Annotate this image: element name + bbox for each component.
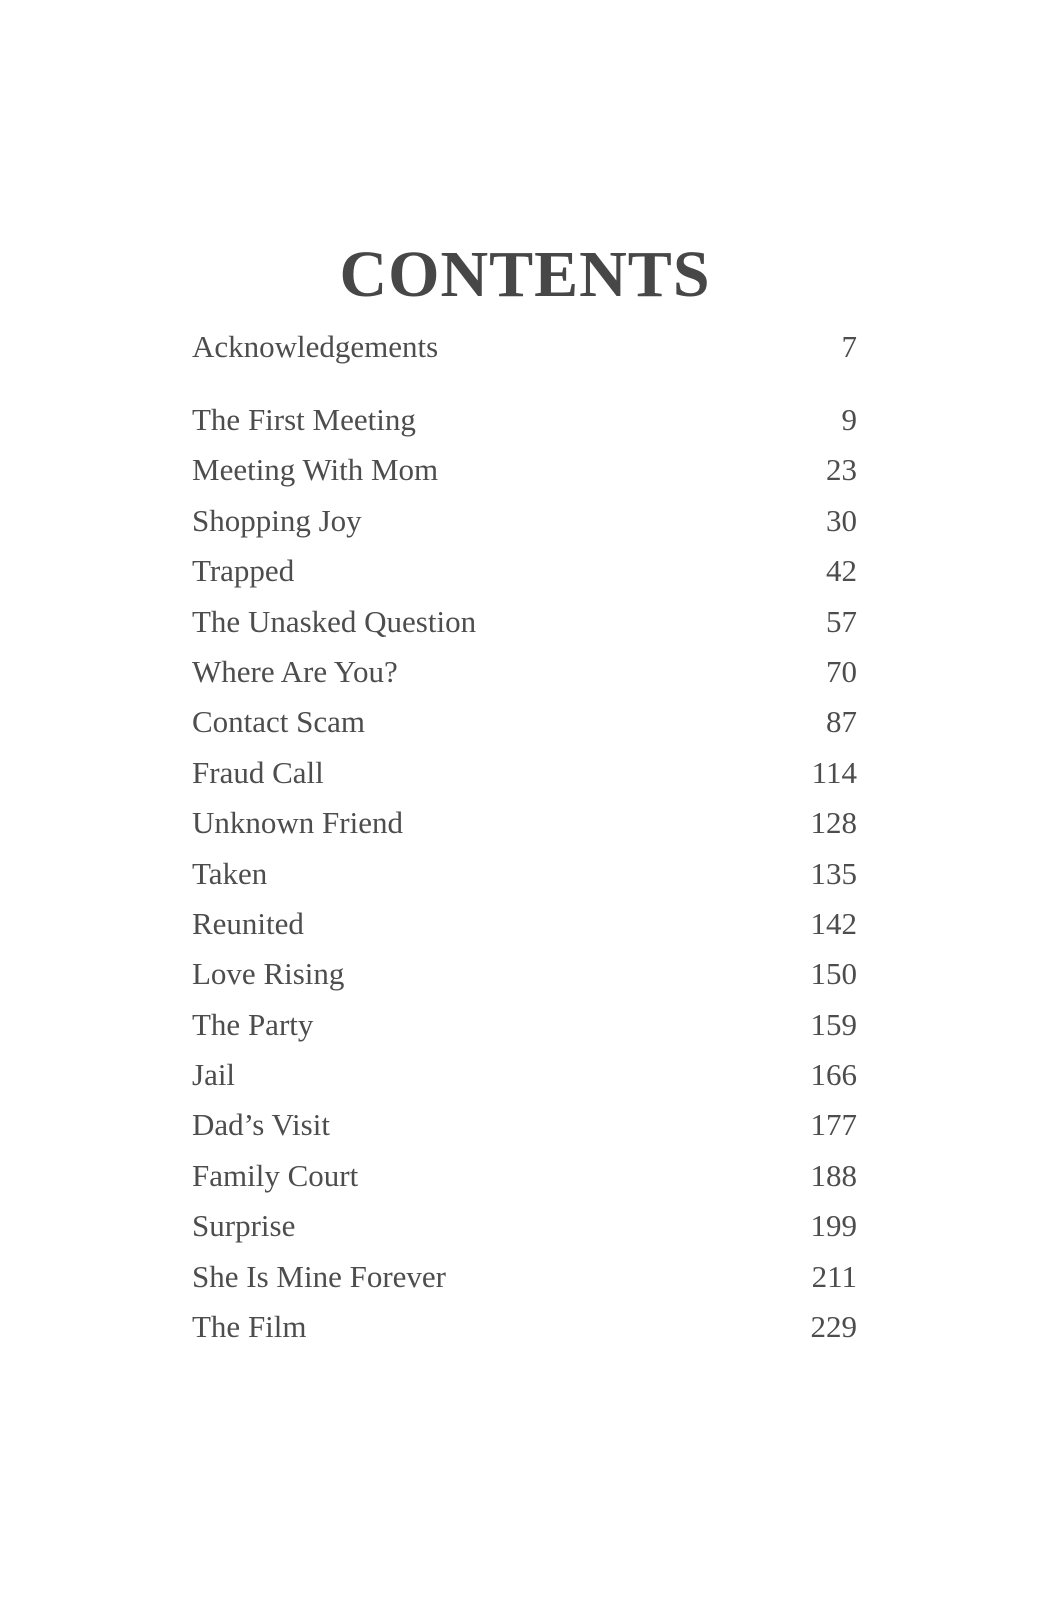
toc-entry-page: 87	[826, 704, 857, 740]
toc-entry	[192, 753, 857, 803]
toc-entry	[192, 904, 857, 954]
toc-entry	[192, 1307, 857, 1357]
toc-entry-label: Fraud Call	[192, 754, 324, 790]
toc-entry-label: Shopping Joy	[192, 502, 362, 538]
toc-entry-page: 135	[810, 855, 857, 891]
toc-entry-page: 229	[810, 1309, 857, 1345]
toc-entry-page: 114	[811, 754, 857, 790]
toc-entry-label: Unknown Friend	[192, 805, 403, 841]
toc-entry	[192, 400, 857, 450]
toc-entry	[192, 652, 857, 702]
toc-entry-label: The Party	[192, 1006, 314, 1042]
toc-entry-page: 142	[810, 905, 857, 941]
toc-entry	[192, 1257, 857, 1307]
toc-entry	[192, 1206, 857, 1256]
toc-entry	[192, 551, 857, 601]
toc-entry-label: The Film	[192, 1309, 307, 1345]
toc-entry	[192, 602, 857, 652]
toc-entry-page: 23	[826, 452, 857, 488]
toc-entry	[192, 501, 857, 551]
toc-entry-label: Dad’s Visit	[192, 1107, 330, 1143]
toc-entry-page: 9	[841, 402, 857, 437]
toc-entry	[192, 954, 857, 1004]
toc-entry-page: 42	[826, 553, 857, 589]
toc-entry	[192, 702, 857, 752]
toc-entry-page: 166	[810, 1057, 857, 1093]
toc-chapter-list	[192, 400, 857, 1357]
toc-entry	[192, 450, 857, 500]
toc-entry-label: Where Are You?	[192, 653, 398, 689]
toc-entry-label: Surprise	[192, 1208, 296, 1244]
toc-entry-label: The Unasked Question	[192, 603, 477, 639]
toc-entry-page: 70	[826, 653, 857, 689]
toc-entry	[192, 803, 857, 853]
toc-entry-page: 177	[810, 1107, 857, 1143]
toc-entry-page: 128	[810, 805, 857, 841]
toc-entry	[192, 854, 857, 904]
toc-entry-label: Reunited	[192, 905, 304, 941]
toc-entry-label: Contact Scam	[192, 704, 366, 740]
toc-entry	[192, 1156, 857, 1206]
toc-entry-page: 159	[810, 1006, 857, 1042]
toc-entry-page: 150	[810, 956, 857, 992]
toc-front-matter	[192, 327, 857, 377]
toc-entry-acknowledgements	[192, 327, 857, 377]
toc-entry-page: 188	[810, 1157, 857, 1193]
toc-entry	[192, 1005, 857, 1055]
toc-entry-label: Acknowledgements	[192, 329, 439, 364]
toc-entry-page: 7	[841, 329, 857, 364]
page-title: CONTENTS	[339, 238, 711, 312]
toc-entry-page: 30	[826, 502, 857, 538]
toc-entry-label: Family Court	[192, 1157, 359, 1193]
toc-entry-page: 57	[826, 603, 857, 639]
toc-entry-label: Taken	[192, 855, 268, 891]
toc-entry-label: Jail	[192, 1057, 236, 1093]
toc-entry-label: Meeting With Mom	[192, 452, 439, 488]
toc-entry	[192, 1055, 857, 1105]
toc-entry-page: 211	[811, 1258, 857, 1294]
toc-entry-page: 199	[810, 1208, 857, 1244]
toc-entry	[192, 1105, 857, 1155]
toc-entry-label: The First Meeting	[192, 402, 416, 437]
toc-entry-label: She Is Mine Forever	[192, 1258, 446, 1294]
toc-entry-label: Love Rising	[192, 956, 345, 992]
toc-entry-label: Trapped	[192, 553, 295, 589]
